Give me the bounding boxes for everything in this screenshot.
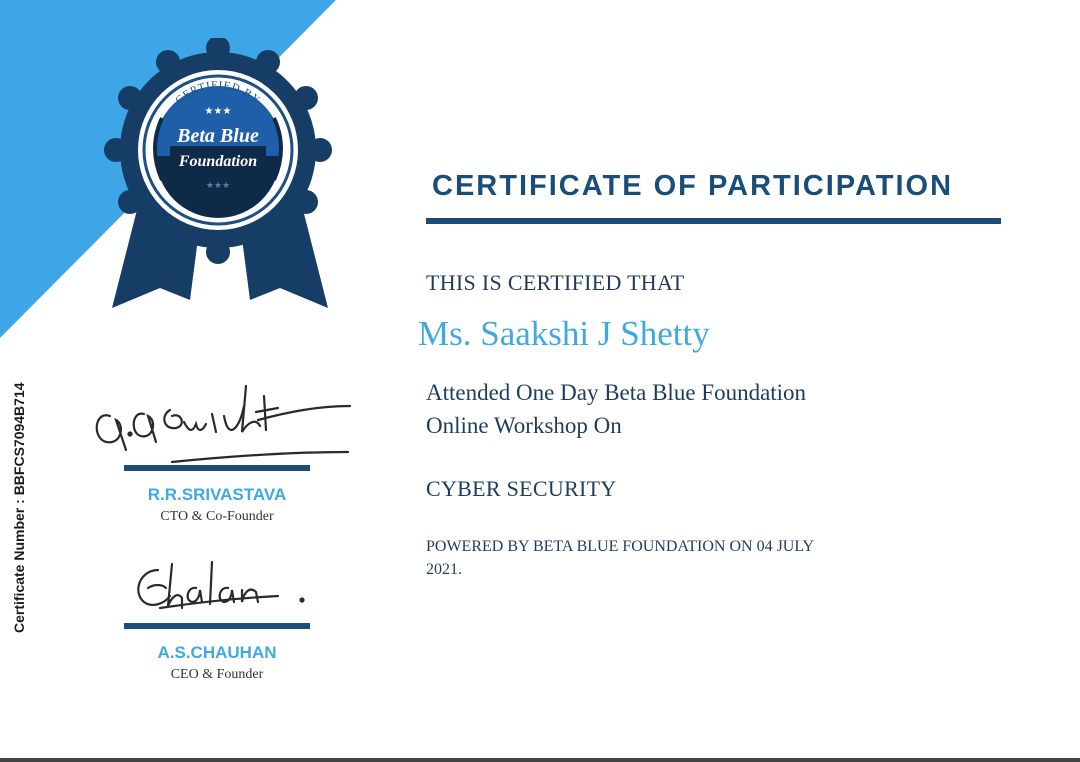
workshop-topic: CYBER SECURITY bbox=[426, 476, 617, 501]
signatory-role-2: CEO & Founder bbox=[170, 667, 264, 682]
badge-arc-text: CERTIFIED BY bbox=[173, 79, 263, 107]
signatory-name-2: A.S.CHAUHAN bbox=[157, 643, 277, 662]
powered-by-text: POWERED BY BETA BLUE FOUNDATION ON 04 JULY 2021. bbox=[426, 538, 814, 578]
certified-badge-seal bbox=[100, 38, 340, 338]
workshop-description: Attended One Day Beta Blue Foundation Online Workshop On bbox=[426, 380, 807, 438]
signature-srivastava bbox=[88, 376, 353, 466]
certificate-title: CERTIFICATE OF PARTICIPATION bbox=[432, 170, 954, 202]
signature-line-1 bbox=[124, 465, 310, 471]
badge-line2: Foundation bbox=[178, 153, 258, 170]
signatory-role-1: CTO & Co-Founder bbox=[160, 509, 274, 524]
certificate-number: Certificate Number : BBFCS7094B714 bbox=[11, 382, 27, 633]
badge-stars-top: ★★★ bbox=[204, 106, 232, 117]
bottom-border bbox=[0, 758, 1080, 762]
signatory-name-1: R.R.SRIVASTAVA bbox=[147, 485, 287, 504]
recipient-name: Ms. Saakshi J Shetty bbox=[418, 314, 710, 353]
badge-stars-bottom: ★★★ bbox=[205, 181, 231, 191]
signature-chauhan bbox=[130, 556, 310, 626]
badge-line1: Beta Blue bbox=[177, 125, 259, 147]
certified-lead-text: THIS IS CERTIFIED THAT bbox=[426, 270, 685, 295]
signature-line-2 bbox=[124, 623, 310, 629]
title-underline bbox=[426, 218, 1001, 224]
